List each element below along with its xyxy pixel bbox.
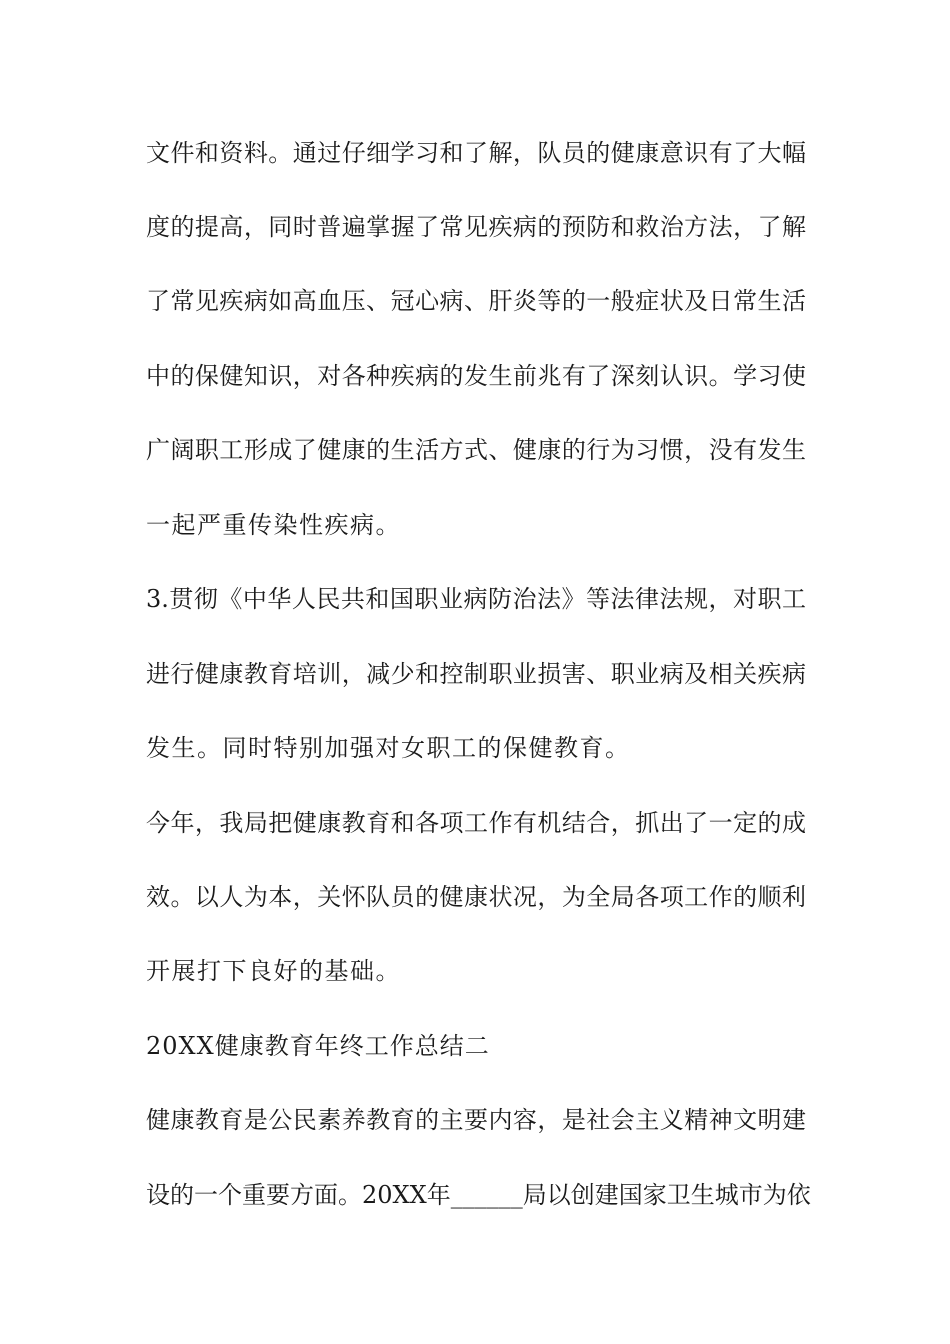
paragraph-line: 一起严重传染性疾病。	[146, 511, 401, 539]
paragraph-line: 文件和资料。通过仔细学习和了解，队员的健康意识有了大幅	[146, 139, 806, 167]
paragraph-line: 今年，我局把健康教育和各项工作有机结合，抓出了一定的成	[146, 809, 806, 837]
paragraph-line: 进行健康教育培训，减少和控制职业损害、职业病及相关疾病	[146, 660, 806, 688]
paragraph-line: 健康教育是公民素养教育的主要内容，是社会主义精神文明建	[146, 1106, 806, 1134]
paragraph-line: 3.贯彻《中华人民共和国职业病防治法》等法律法规，对职工	[146, 585, 806, 613]
paragraph-line: 设的一个重要方面。20XX年______局以创建国家卫生城市为依	[146, 1181, 811, 1209]
section-heading: 20XX健康教育年终工作总结二	[146, 1032, 490, 1060]
paragraph-line: 了常见疾病如高血压、冠心病、肝炎等的一般症状及日常生活	[146, 287, 806, 315]
paragraph-line: 度的提高，同时普遍掌握了常见疾病的预防和救治方法，了解	[146, 213, 806, 241]
paragraph-line: 效。以人为本，关怀队员的健康状况，为全局各项工作的顺利	[146, 883, 806, 911]
paragraph-line: 广阔职工形成了健康的生活方式、健康的行为习惯，没有发生	[146, 436, 806, 464]
paragraph-line: 中的保健知识，对各种疾病的发生前兆有了深刻认识。学习使	[146, 362, 806, 390]
paragraph-line: 发生。同时特别加强对女职工的保健教育。	[146, 734, 631, 762]
paragraph-line: 开展打下良好的基础。	[146, 957, 401, 985]
